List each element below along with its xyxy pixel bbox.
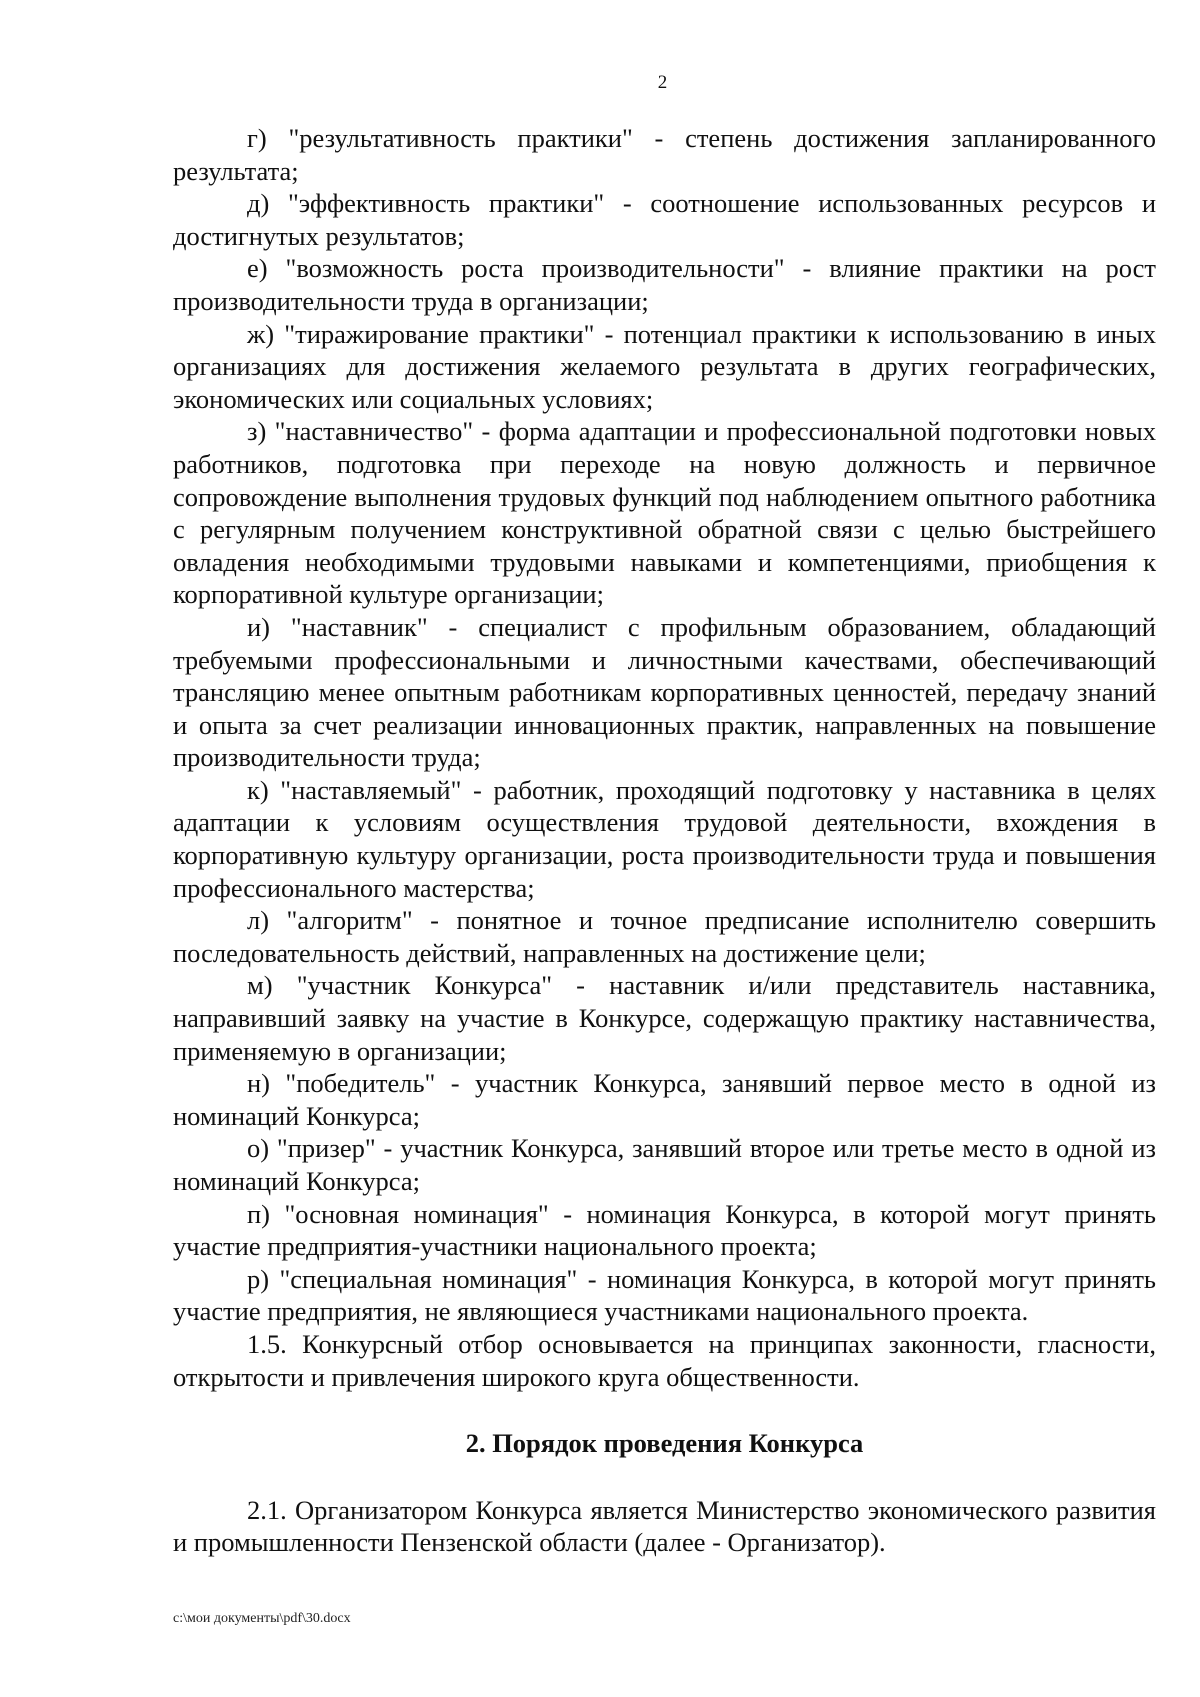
section-heading: 2. Порядок проведения Конкурса [465, 1428, 864, 1459]
definition-m-paragraph: м) "участник Конкурса" - наставник и/или представитель наставника, направивший заявку на участие в Конкурсе, содержащую практику наставничества, применяемую в организации; [173, 970, 1156, 1066]
document-body [173, 122, 1156, 1559]
definition-n-paragraph: н) "победитель" - участник Конкурса, занявший первое место в одной из номинаций Конкурса; [173, 1068, 1156, 1131]
definition-p-paragraph: п) "основная номинация" - номинация Конкурса, в которой могут принять участие предприятия-участники национального проекта; [173, 1198, 1156, 1262]
definition-d-paragraph: д) "эффективность практики" - соотношение использованных ресурсов и достигнутых результатов; [173, 188, 1156, 251]
definition-l-paragraph: л) "алгоритм" - понятное и точное предписание исполнителю совершить последовательность действий, направленных на достижение цели; [173, 905, 1156, 968]
definition-i-paragraph: и) "наставник" - специалист с профильным образованием, обладающий требуемыми профессиональными и личностными качествами, обеспечивающий трансляцию менее опытным работникам корпоративных ценностей, передачу знаний и опыта за счет реализации инновационных практик, направленных на повышение производительности труда; [173, 611, 1156, 773]
clause-2-1-paragraph: 2.1. Организатором Конкурса является Министерство экономического развития и промышленности Пензенской области (далее - Организатор). [173, 1494, 1156, 1558]
clause-1-5-paragraph: 1.5. Конкурсный отбор основывается на принципах законности, гласности, открытости и привлечения широкого круга общественности. [173, 1328, 1156, 1392]
definition-r-paragraph: р) "специальная номинация" - номинация Конкурса, в которой могут принять участие предприятия, не являющиеся участниками национального проекта. [173, 1263, 1156, 1327]
definition-g-paragraph: г) "результативность практики" - степень достижения запланированного результата; [173, 123, 1156, 186]
definition-o-paragraph: о) "призер" - участник Конкурса, занявший второе или третье место в одной из номинаций Конкурса; [173, 1133, 1156, 1196]
definition-z-paragraph: з) "наставничество" - форма адаптации и профессиональной подготовки новых работников, подготовка при переходе на новую должность и первичное сопровождение выполнения трудовых функций под наблюдением опытного работника с регулярным получением конструктивной обратной связи с целью быстрейшего овладения необходимыми трудовыми навыками и компетенциями, приобщения к корпоративной культуре организации; [173, 416, 1156, 610]
definition-k-paragraph: к) "наставляемый" - работник, проходящий подготовку у наставника в целях адаптации к условиям осуществления трудовой деятельности, вхождения в корпоративную культуру организации, роста производительности труда и повышения профессионального мастерства; [173, 774, 1156, 903]
definition-e-paragraph: е) "возможность роста производительности" - влияние практики на рост производительности труда в организации; [173, 253, 1156, 316]
definition-zh-paragraph: ж) "тиражирование практики" - потенциал практики к использованию в иных организациях для достижения желаемого результата в других географических, экономических или социальных условиях; [173, 318, 1156, 414]
page-number: 2 [657, 72, 668, 93]
footer-file-path: c:\мои документы\pdf\30.docx [173, 1611, 351, 1626]
